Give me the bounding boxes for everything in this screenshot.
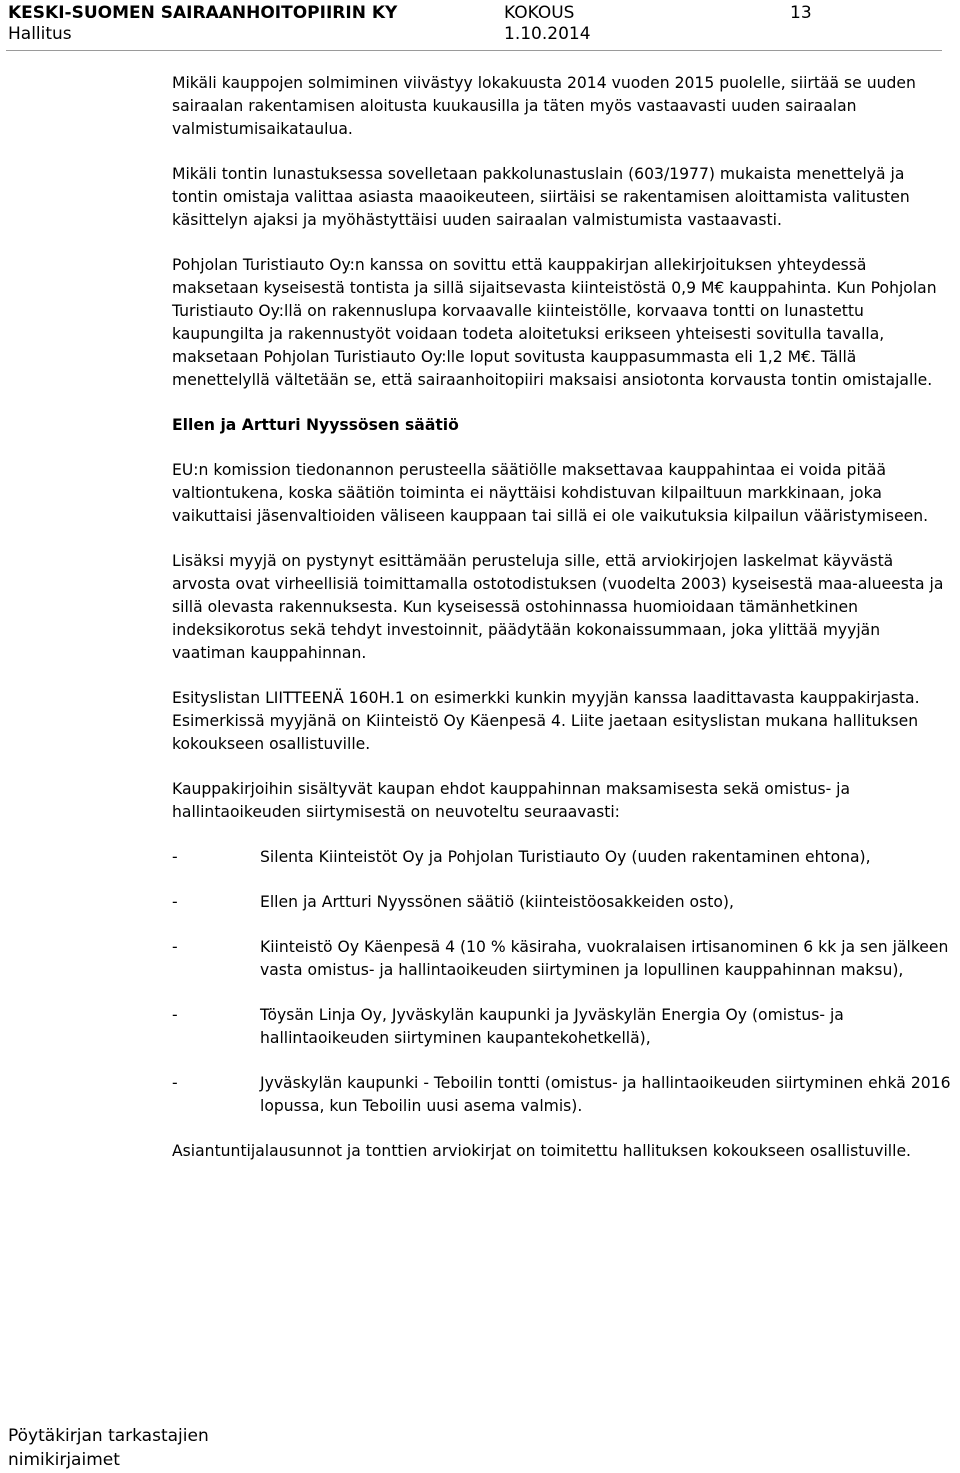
header-meeting-label: KOKOUS — [504, 3, 575, 23]
list-item-text: Töysän Linja Oy, Jyväskylän kaupunki ja Jyväskylän Energia Oy (omistus- ja hallintaoikeuden siirtyminen kaupantekohetkellä), — [260, 1006, 844, 1047]
paragraph-eu-state-aid: EU:n komission tiedonannon perusteella säätiölle maksettavaa kauppahintaa ei voida pitää valtiontukena, koska säätiön toiminta ei näyttäisi kohdistuvan kilpailtuun markkinaan, joka vaikuttaisi jäsenvaltioiden väliseen kauppaan tai sillä ei ole vaikutuksia kilpailun vääristymiseen. — [172, 461, 929, 525]
list-item-text: Ellen ja Artturi Nyyssönen säätiö (kiinteistöosakkeiden osto), — [260, 893, 734, 911]
footer-line-1: Pöytäkirjan tarkastajien — [8, 1426, 209, 1446]
header-organization: KESKI-SUOMEN SAIRAANHOITOPIIRIN KY — [8, 3, 398, 23]
header-date: 1.10.2014 — [504, 24, 591, 44]
paragraph-attachment: Esityslistan LIITTEENÄ 160H.1 on esimerkki kunkin myyjän kanssa laadittavasta kauppakirjasta. Esimerkissä myyjänä on Kiinteistö Oy Käenpesä 4. Liite jaetaan esityslistan mukana hallituksen kokoukseen osallistuville. — [172, 689, 920, 753]
paragraph-delay-impact: Mikäli kauppojen solmiminen viivästyy lokakuusta 2014 vuoden 2015 puolelle, siirtää se uuden sairaalan rakentamisen aloitusta kuukausilla ja täten myös vastaavasti uuden sairaalan valmistumisaikataulua. — [172, 74, 916, 138]
paragraph-seller-justification: Lisäksi myyjä on pystynyt esittämään perusteluja sille, että arviokirjojen laskelmat käyvästä arvosta ovat virheellisiä toimittamalla ostotodistuksen (vuodelta 2003) kyseisestä maa-alueesta ja sillä olevasta rakennuksesta. Kun kyseisessä ostohinnassa huomioidaan tämänhetkinen indeksikorotus sekä tehdyt investoinnit, päädytään kokonaissummaan, joka ylittää myyjän vaatiman kauppahinnan. — [172, 552, 944, 662]
paragraph-terms-intro: Kauppakirjoihin sisältyvät kaupan ehdot kauppahinnan maksamisesta sekä omistus- ja hallintaoikeuden siirtymisestä on neuvoteltu seuraavasti: — [172, 780, 851, 821]
document-body — [172, 72, 952, 1163]
list-bullet: - — [172, 938, 178, 956]
list-item — [172, 1072, 952, 1118]
section-heading: Ellen ja Artturi Nyyssösen säätiö — [172, 416, 459, 434]
header-divider — [6, 50, 942, 51]
page-number: 13 — [790, 3, 812, 23]
list-item — [172, 846, 952, 869]
list-item-text: Silenta Kiinteistöt Oy ja Pohjolan Turistiauto Oy (uuden rakentaminen ehtona), — [260, 848, 871, 866]
paragraph-closing: Asiantuntijalausunnot ja tonttien arviokirjat on toimitettu hallituksen kokoukseen osallistuville. — [172, 1142, 912, 1160]
list-bullet: - — [172, 893, 178, 911]
paragraph-pohjolan-agreement: Pohjolan Turistiauto Oy:n kanssa on sovittu että kauppakirjan allekirjoituksen yhteydessä maksetaan kyseisestä tontista ja sillä sijaitsevasta kiinteistöstä 0,9 M€ kauppahinta. Kun Pohjolan Turistiauto Oy:llä on rakennuslupa korvaavalle kiinteistölle, korvaava tontti on lunastettu kaupungilta ja rakennustyöt voidaan todeta aloitetuksi erikseen yhteisesti sovitulla tavalla, maksetaan Pohjolan Turistiauto Oy:lle loput sovitusta kauppasummasta eli 1,2 M€. Tällä menettelyllä vältetään se, että sairaanhoitopiiri maksaisi ansiotonta korvausta tontin omistajalle. — [172, 256, 937, 389]
terms-list — [172, 846, 952, 1118]
list-item-text: Jyväskylän kaupunki - Teboilin tontti (omistus- ja hallintaoikeuden siirtyminen ehkä 2016 lopussa, kun Teboilin uusi asema valmis). — [260, 1074, 951, 1115]
list-bullet: - — [172, 1006, 178, 1024]
list-item — [172, 936, 952, 982]
list-bullet: - — [172, 1074, 178, 1092]
header-body: Hallitus — [8, 24, 72, 44]
paragraph-expropriation: Mikäli tontin lunastuksessa sovelletaan pakkolunastuslain (603/1977) mukaista menettelyä ja tontin omistaja valittaa asiasta maaoikeuteen, siirtäisi se rakentamisen aloittamista valitusten käsittelyn ajaksi ja myöhästyttäisi uuden sairaalan valmistumista vastaavasti. — [172, 165, 910, 229]
list-bullet: - — [172, 848, 178, 866]
list-item-text: Kiinteistö Oy Käenpesä 4 (10 % käsiraha, vuokralaisen irtisanominen 6 kk ja sen jälkeen vasta omistus- ja hallintaoikeuden siirtyminen ja lopullinen kauppahinnan maksu), — [260, 938, 949, 979]
list-item — [172, 891, 952, 914]
list-item — [172, 1004, 952, 1050]
footer-line-2: nimikirjaimet — [8, 1450, 120, 1470]
footer-initials — [8, 1424, 209, 1472]
